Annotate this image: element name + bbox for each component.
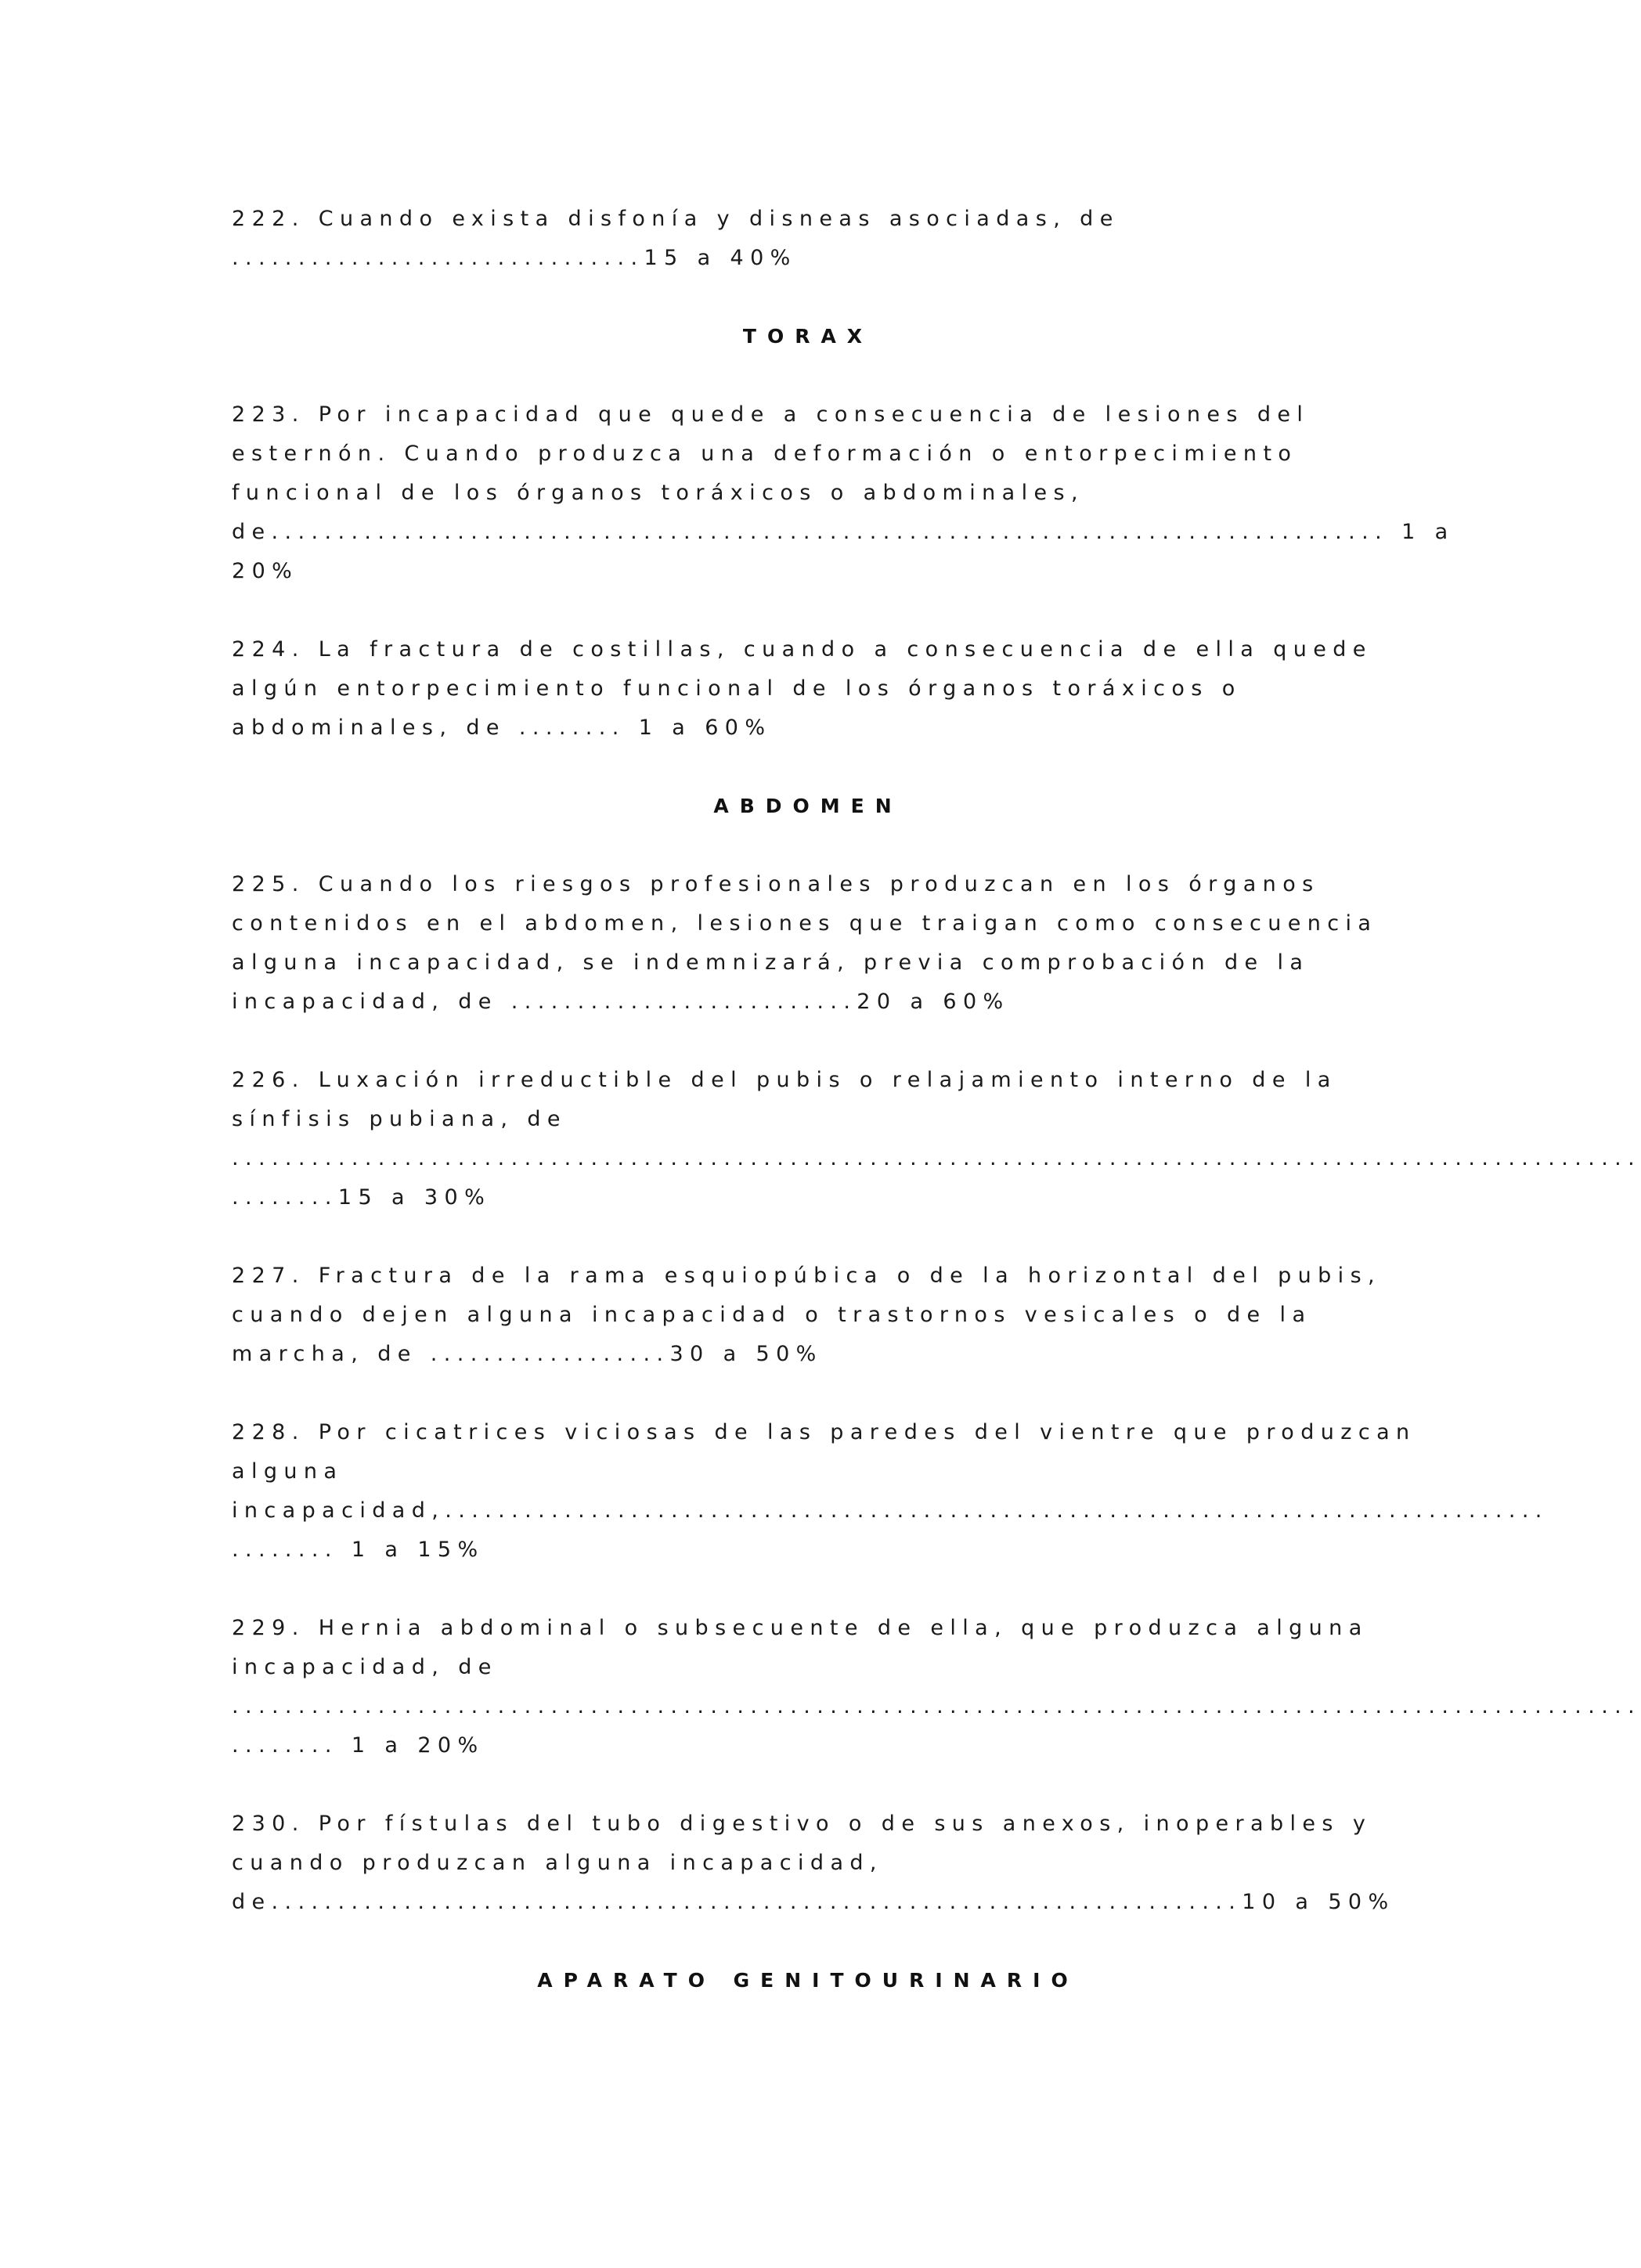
paragraph-line: ...............................15 a 40% [232,246,797,270]
paragraph-line: 224. La fractura de costillas, cuando a consecuencia de ella quede [232,637,1372,662]
paragraph-line: .......................................................................................................... [232,1694,1641,1718]
paragraph-line: alguna incapacidad, se indemnizará, previa comprobación de la [232,950,1310,975]
paragraph-line: abdominales, de ........ 1 a 60% [232,716,772,740]
section-heading: APARATO GENITOURINARIO [537,1969,1079,1992]
paragraph-line: ........ 1 a 20% [232,1733,485,1758]
paragraph-line: 20% [232,559,299,583]
paragraph-line: ........15 a 30% [232,1185,492,1210]
paragraph-line: .......................................................................................................... [232,1146,1641,1170]
paragraph-line: algún entorpecimiento funcional de los órganos toráxicos o [232,676,1242,701]
paragraph-line: funcional de los órganos toráxicos o abdominales, [232,481,1084,505]
section-heading: ABDOMEN [713,795,903,817]
paragraph-line: de.........................................................................10 a 50% [232,1890,1395,1914]
paragraph-line: cuando produzcan alguna incapacidad, [232,1851,883,1875]
section-heading: TORAX [742,325,874,348]
paragraph-line: marcha, de ..................30 a 50% [232,1342,823,1366]
paragraph-line: cuando dejen alguna incapacidad o trastornos vesicales o de la [232,1303,1312,1327]
paragraph-line: incapacidad, de [232,1655,498,1679]
paragraph-line: incapacidad,................................................................................... [232,1498,1549,1523]
paragraph-line: alguna [232,1459,344,1484]
paragraph-line: 228. Por cicatrices viciosas de las paredes del vientre que produzcan [232,1420,1416,1444]
paragraph-line: de.................................................................................... 1 a [232,520,1455,544]
paragraph-line: ........ 1 a 15% [232,1538,485,1562]
paragraph-line: sínfisis pubiana, de [232,1107,567,1131]
paragraph-line: 225. Cuando los riesgos profesionales produzcan en los órganos [232,872,1320,896]
paragraph-line: esternón. Cuando produzca una deformación o entorpecimiento [232,442,1298,466]
paragraph-line: 223. Por incapacidad que quede a consecuencia de lesiones del [232,402,1310,427]
paragraph-line: 222. Cuando exista disfonía y disneas asociadas, de [232,207,1120,231]
paragraph-line: 229. Hernia abdominal o subsecuente de ella, que produzca alguna [232,1616,1369,1640]
paragraph-line: 230. Por fístulas del tubo digestivo o de sus anexos, inoperables y [232,1812,1372,1836]
paragraph-line: incapacidad, de ..........................20 a 60% [232,990,1010,1014]
paragraph-line: contenidos en el abdomen, lesiones que traigan como consecuencia [232,911,1378,936]
paragraph-line: 226. Luxación irreductible del pubis o relajamiento interno de la [232,1068,1337,1092]
paragraph-line: 227. Fractura de la rama esquiopúbica o de la horizontal del pubis, [232,1264,1382,1288]
